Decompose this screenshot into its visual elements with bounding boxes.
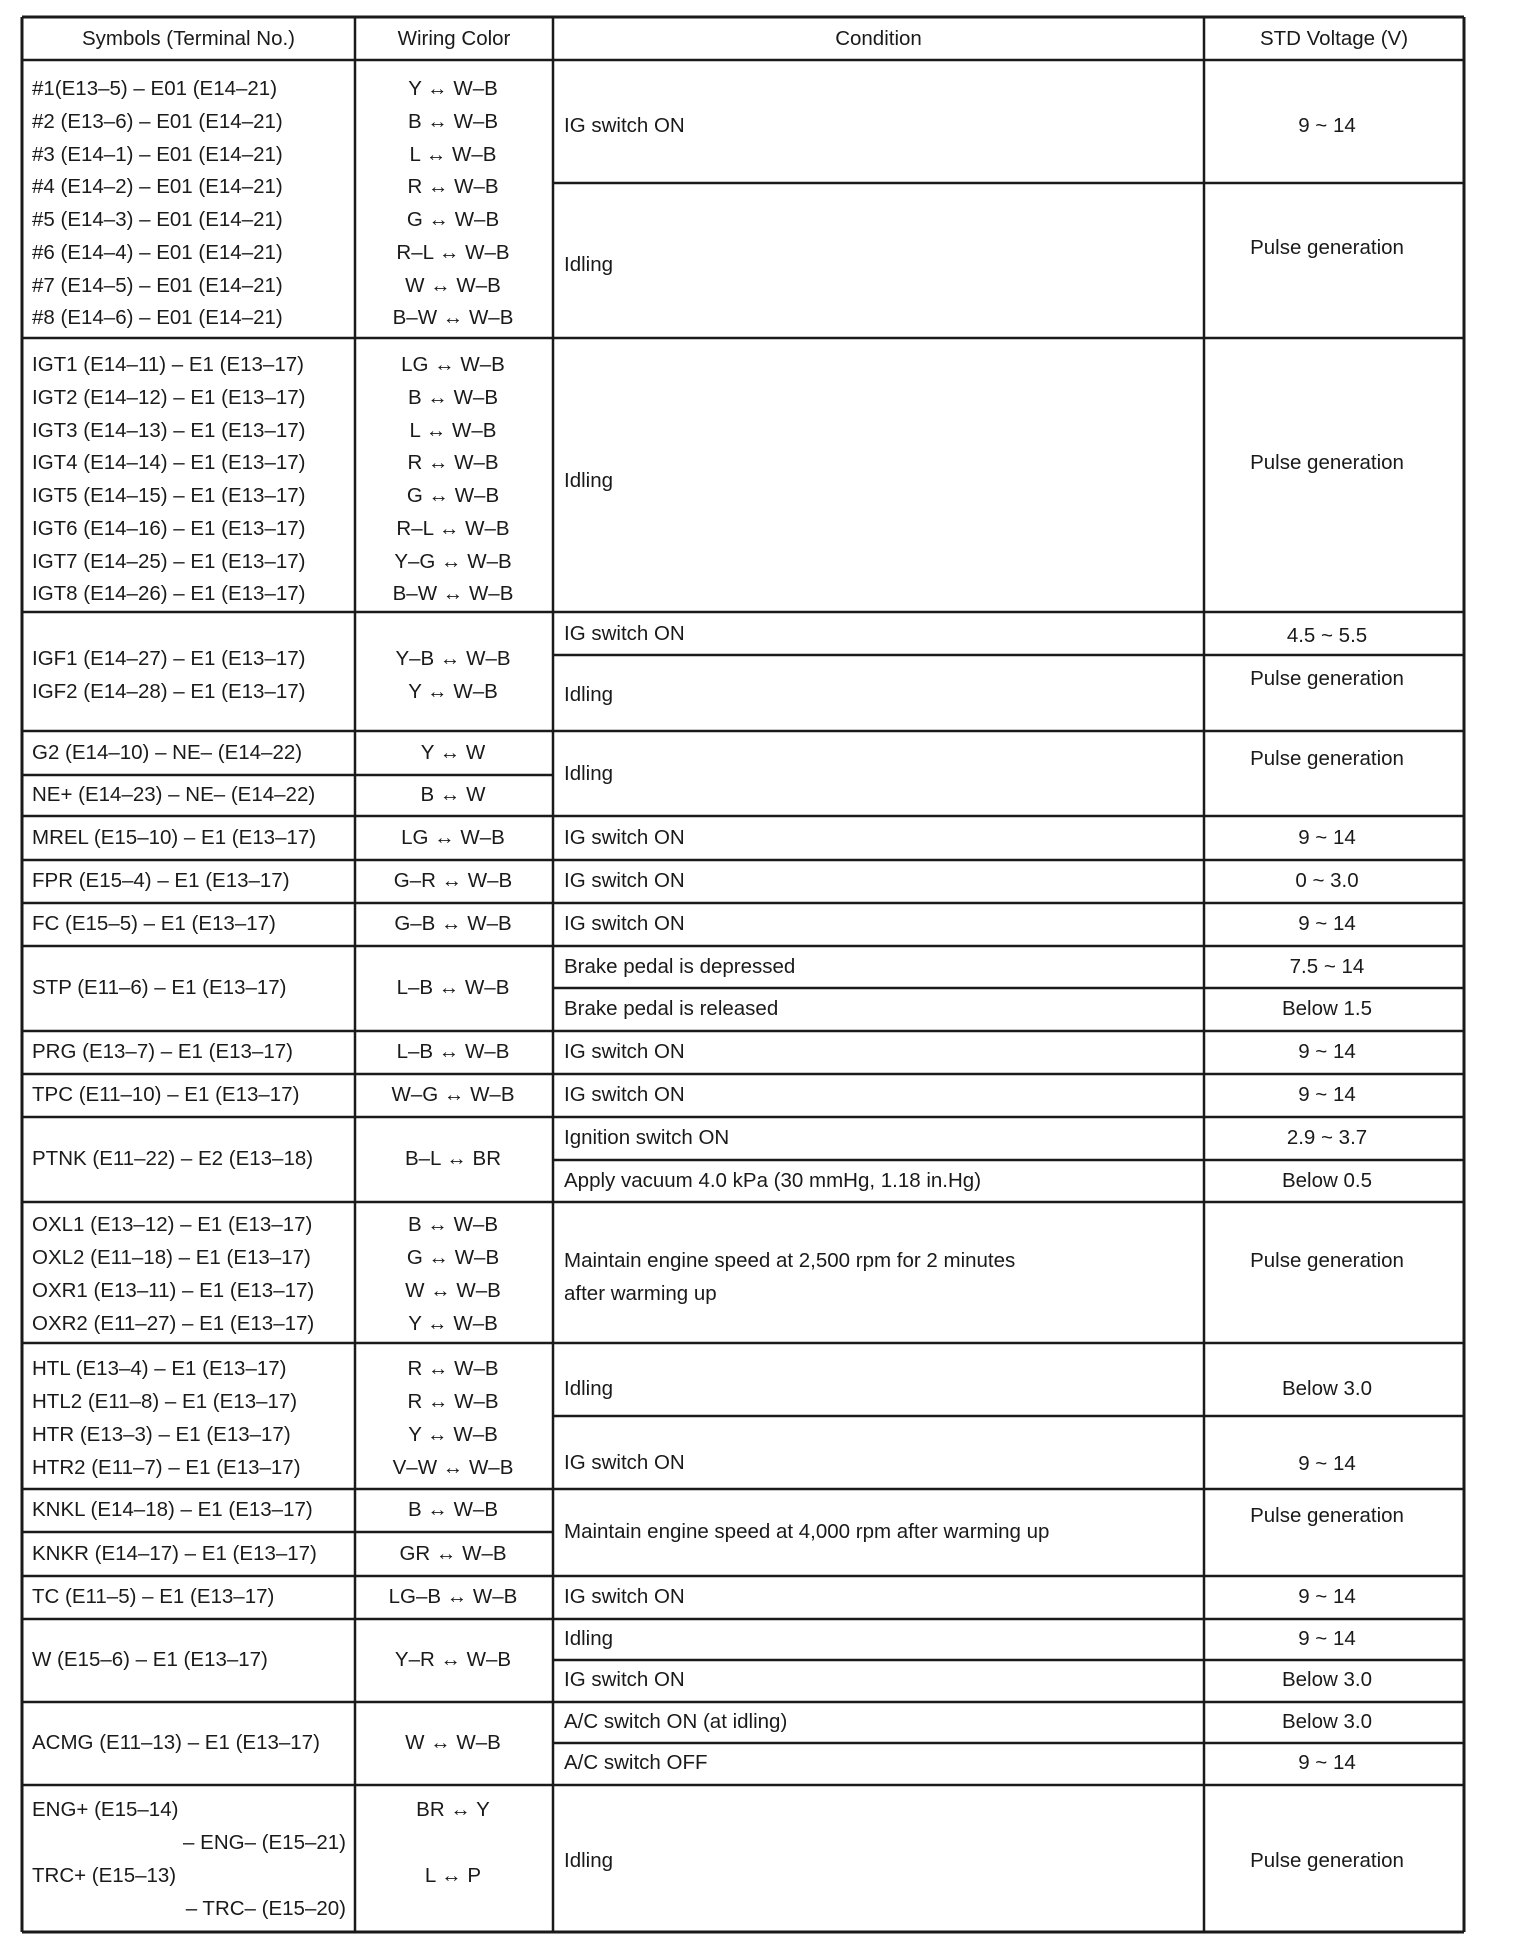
symbol-cell: PTNK (E11–22) – E2 (E13–18)	[32, 1147, 314, 1170]
wiring-color-cell: G ↔ W–B	[406, 1246, 500, 1269]
symbol-cell: HTL2 (E11–8) – E1 (E13–17)	[32, 1390, 298, 1413]
symbol-cell: IGT1 (E14–11) – E1 (E13–17)	[32, 353, 304, 376]
voltage-cell: 9 ~ 14	[1298, 1751, 1356, 1774]
wiring-color-cell: R ↔ W–B	[407, 1357, 499, 1380]
symbol-cell: STP (E11–6) – E1 (E13–17)	[32, 976, 287, 999]
voltage-cell: Below 3.0	[1281, 1710, 1373, 1733]
condition-cell: IG switch ON	[564, 1451, 685, 1474]
wiring-color-cell: R–L ↔ W–B	[396, 517, 510, 540]
condition-cell: Idling	[564, 762, 614, 785]
symbol-cell: #6 (E14–4) – E01 (E14–21)	[32, 241, 283, 264]
voltage-cell: Pulse generation	[1250, 1849, 1404, 1872]
symbol-cell: KNKR (E14–17) – E1 (E13–17)	[32, 1542, 317, 1565]
condition-cell: A/C switch ON (at idling)	[564, 1710, 788, 1733]
wiring-color-cell: G ↔ W–B	[406, 484, 500, 507]
symbol-cell: HTR2 (E11–7) – E1 (E13–17)	[32, 1456, 301, 1479]
voltage-cell: Below 3.0	[1281, 1377, 1373, 1400]
symbol-cell: TRC+ (E15–13)	[32, 1864, 177, 1887]
wiring-color-cell: Y–B ↔ W–B	[395, 647, 511, 670]
header-std-voltage: STD Voltage (V)	[1259, 27, 1409, 50]
condition-cell: Brake pedal is depressed	[564, 955, 796, 978]
voltage-cell: Pulse generation	[1250, 1504, 1404, 1527]
symbol-cell: – ENG– (E15–21)	[183, 1831, 346, 1854]
symbol-cell: HTL (E13–4) – E1 (E13–17)	[32, 1357, 287, 1380]
symbol-cell: KNKL (E14–18) – E1 (E13–17)	[32, 1498, 313, 1521]
symbol-cell: #5 (E14–3) – E01 (E14–21)	[32, 208, 283, 231]
symbol-cell: IGF1 (E14–27) – E1 (E13–17)	[32, 647, 306, 670]
wiring-color-cell: L ↔ W–B	[409, 419, 497, 442]
wiring-color-cell: Y ↔ W–B	[408, 1312, 498, 1335]
condition-cell: IG switch ON	[564, 622, 685, 645]
wiring-color-cell: L–B ↔ W–B	[396, 1040, 510, 1063]
condition-cell: IG switch ON	[564, 826, 685, 849]
wiring-color-cell: L ↔ P	[424, 1864, 482, 1887]
wiring-color-cell: Y ↔ W	[420, 741, 486, 764]
symbol-cell: OXR1 (E13–11) – E1 (E13–17)	[32, 1279, 315, 1302]
symbol-cell: PRG (E13–7) – E1 (E13–17)	[32, 1040, 293, 1063]
wiring-color-cell: Y ↔ W–B	[408, 77, 498, 100]
symbol-cell: TC (E11–5) – E1 (E13–17)	[32, 1585, 275, 1608]
condition-cell: Idling	[564, 1377, 614, 1400]
condition-cell: Idling	[564, 1627, 614, 1650]
wiring-color-cell: BR ↔ Y	[416, 1798, 490, 1821]
wiring-color-cell: B ↔ W–B	[408, 386, 498, 409]
condition-cell: IG switch ON	[564, 1585, 685, 1608]
wiring-color-cell: B ↔ W–B	[408, 1498, 498, 1521]
voltage-cell: 9 ~ 14	[1298, 1627, 1356, 1650]
wiring-color-cell: Y ↔ W–B	[408, 1423, 498, 1446]
symbol-cell: NE+ (E14–23) – NE– (E14–22)	[32, 783, 316, 806]
voltage-cell: 2.9 ~ 3.7	[1286, 1126, 1368, 1149]
symbol-cell: MREL (E15–10) – E1 (E13–17)	[32, 826, 317, 849]
wiring-color-cell: V–W ↔ W–B	[392, 1456, 514, 1479]
voltage-cell: 0 ~ 3.0	[1295, 869, 1359, 892]
voltage-cell: 9 ~ 14	[1298, 1452, 1356, 1475]
condition-cell: Maintain engine speed at 4,000 rpm after warming up	[564, 1520, 1050, 1543]
header-wiring-color: Wiring Color	[397, 27, 511, 50]
symbol-cell: IGT7 (E14–25) – E1 (E13–17)	[32, 550, 306, 573]
condition-cell: A/C switch OFF	[564, 1751, 708, 1774]
wiring-color-cell: Y–G ↔ W–B	[394, 550, 512, 573]
voltage-cell: 9 ~ 14	[1298, 1585, 1356, 1608]
voltage-cell: 9 ~ 14	[1298, 912, 1356, 935]
wiring-color-cell: R ↔ W–B	[407, 175, 499, 198]
condition-cell: Maintain engine speed at 2,500 rpm for 2 minutes	[564, 1249, 1016, 1272]
symbol-cell: IGT5 (E14–15) – E1 (E13–17)	[32, 484, 306, 507]
symbol-cell: IGT4 (E14–14) – E1 (E13–17)	[32, 451, 306, 474]
voltage-cell: 4.5 ~ 5.5	[1286, 624, 1368, 647]
symbol-cell: OXR2 (E11–27) – E1 (E13–17)	[32, 1312, 315, 1335]
symbol-cell: IGT8 (E14–26) – E1 (E13–17)	[32, 582, 306, 605]
voltage-cell: Pulse generation	[1250, 451, 1404, 474]
voltage-cell: 7.5 ~ 14	[1289, 955, 1365, 978]
condition-cell: Idling	[564, 683, 614, 706]
condition-cell: IG switch ON	[564, 1040, 685, 1063]
voltage-cell: Pulse generation	[1250, 667, 1404, 690]
wiring-color-cell: Y–R ↔ W–B	[394, 1648, 512, 1671]
symbol-cell: #4 (E14–2) – E01 (E14–21)	[32, 175, 283, 198]
symbol-cell: HTR (E13–3) – E1 (E13–17)	[32, 1423, 291, 1446]
wiring-color-cell: W ↔ W–B	[405, 1731, 501, 1754]
condition-cell: IG switch ON	[564, 1668, 685, 1691]
symbol-cell: #2 (E13–6) – E01 (E14–21)	[32, 110, 283, 133]
symbol-cell: FPR (E15–4) – E1 (E13–17)	[32, 869, 290, 892]
voltage-cell: Pulse generation	[1250, 1249, 1404, 1272]
symbol-cell: FC (E15–5) – E1 (E13–17)	[32, 912, 276, 935]
voltage-cell: Below 3.0	[1281, 1668, 1373, 1691]
voltage-cell: Below 0.5	[1281, 1169, 1373, 1192]
condition-cell: Idling	[564, 1849, 614, 1872]
condition-cell: IG switch ON	[564, 114, 685, 137]
wiring-color-cell: GR ↔ W–B	[399, 1542, 507, 1565]
symbol-cell: IGF2 (E14–28) – E1 (E13–17)	[32, 680, 306, 703]
symbol-cell: OXL1 (E13–12) – E1 (E13–17)	[32, 1213, 313, 1236]
wiring-color-cell: Y ↔ W–B	[408, 680, 498, 703]
wiring-color-cell: LG ↔ W–B	[401, 353, 505, 376]
condition-cell: Idling	[564, 253, 614, 276]
symbol-cell: – TRC– (E15–20)	[185, 1897, 346, 1920]
wiring-color-cell: G ↔ W–B	[406, 208, 500, 231]
condition-cell-line2: after warming up	[564, 1282, 717, 1305]
wiring-color-cell: B–L ↔ BR	[404, 1147, 502, 1170]
voltage-cell: 9 ~ 14	[1298, 1040, 1356, 1063]
symbol-cell: #8 (E14–6) – E01 (E14–21)	[32, 306, 283, 329]
condition-cell: Brake pedal is released	[564, 997, 779, 1020]
wiring-color-cell: W ↔ W–B	[405, 274, 501, 297]
symbol-cell: ACMG (E11–13) – E1 (E13–17)	[32, 1731, 320, 1754]
symbol-cell: #3 (E14–1) – E01 (E14–21)	[32, 143, 283, 166]
wiring-color-cell: R–L ↔ W–B	[396, 241, 510, 264]
condition-cell: IG switch ON	[564, 1083, 685, 1106]
wiring-color-cell: W–G ↔ W–B	[391, 1083, 515, 1106]
wiring-color-cell: L ↔ W–B	[409, 143, 497, 166]
wiring-color-cell: R ↔ W–B	[407, 1390, 499, 1413]
symbol-cell: IGT2 (E14–12) – E1 (E13–17)	[32, 386, 306, 409]
header-symbols: Symbols (Terminal No.)	[81, 27, 296, 50]
voltage-cell: Pulse generation	[1250, 747, 1404, 770]
voltage-cell: Below 1.5	[1281, 997, 1373, 1020]
wiring-color-cell: B ↔ W–B	[408, 1213, 498, 1236]
wiring-color-cell: L–B ↔ W–B	[396, 976, 510, 999]
symbol-cell: #7 (E14–5) – E01 (E14–21)	[32, 274, 283, 297]
symbol-cell: #1(E13–5) – E01 (E14–21)	[32, 77, 278, 100]
wiring-color-cell: LG ↔ W–B	[401, 826, 505, 849]
symbol-cell: IGT3 (E14–13) – E1 (E13–17)	[32, 419, 306, 442]
wiring-color-cell: B–W ↔ W–B	[392, 582, 514, 605]
symbol-cell: TPC (E11–10) – E1 (E13–17)	[32, 1083, 300, 1106]
voltage-cell: 9 ~ 14	[1298, 826, 1356, 849]
symbol-cell: ENG+ (E15–14)	[32, 1798, 179, 1821]
symbol-cell: W (E15–6) – E1 (E13–17)	[32, 1648, 268, 1671]
condition-cell: IG switch ON	[564, 912, 685, 935]
wiring-color-cell: LG–B ↔ W–B	[388, 1585, 518, 1608]
symbol-cell: G2 (E14–10) – NE– (E14–22)	[32, 741, 303, 764]
wiring-color-cell: B ↔ W–B	[408, 110, 498, 133]
wiring-color-cell: W ↔ W–B	[405, 1279, 501, 1302]
symbol-cell: OXL2 (E11–18) – E1 (E13–17)	[32, 1246, 311, 1269]
condition-cell: Apply vacuum 4.0 kPa (30 mmHg, 1.18 in.Hg)	[564, 1169, 982, 1192]
symbol-cell: IGT6 (E14–16) – E1 (E13–17)	[32, 517, 306, 540]
wiring-color-cell: B ↔ W	[420, 783, 486, 806]
condition-cell: Idling	[564, 469, 614, 492]
wiring-color-cell: R ↔ W–B	[407, 451, 499, 474]
wiring-color-cell: B–W ↔ W–B	[392, 306, 514, 329]
voltage-cell: 9 ~ 14	[1298, 1083, 1356, 1106]
header-condition: Condition	[835, 27, 922, 50]
voltage-cell: 9 ~ 14	[1298, 114, 1356, 137]
condition-cell: IG switch ON	[564, 869, 685, 892]
wiring-color-cell: G–R ↔ W–B	[393, 869, 513, 892]
voltage-cell: Pulse generation	[1250, 236, 1404, 259]
condition-cell: Ignition switch ON	[564, 1126, 730, 1149]
wiring-color-cell: G–B ↔ W–B	[394, 912, 512, 935]
